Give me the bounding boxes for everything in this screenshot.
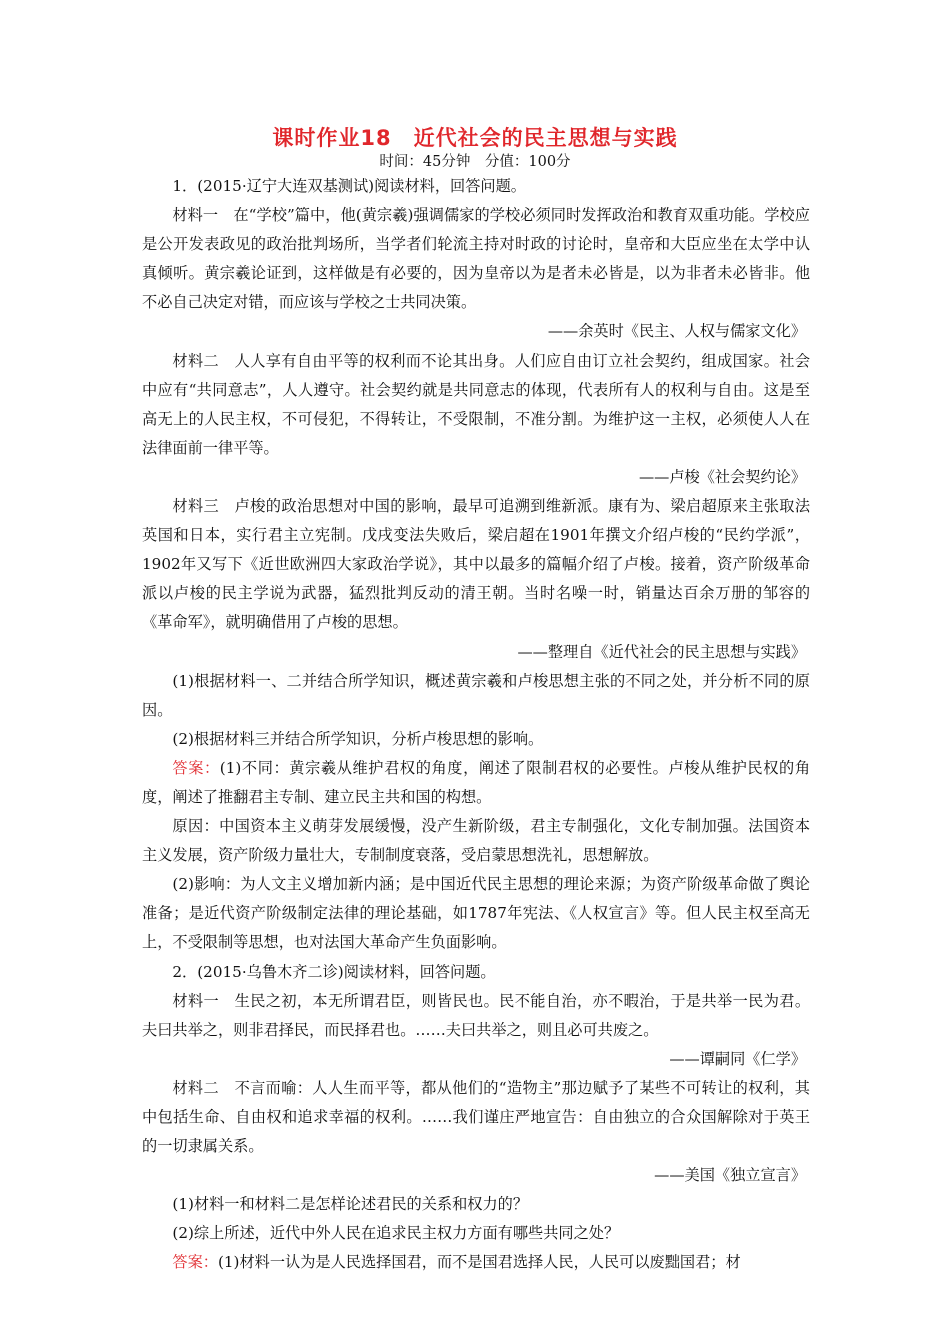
q1-material-3: 材料三 卢梭的政治思想对中国的影响，最早可追溯到维新派。康有为、梁启超原来主张取法英国和日本，实行君主立宪制。戊戌变法失败后，梁启超在1901年撰文介绍卢梭的“民约学派”，1902年又写下《近世欧洲四大家政治学说》，其中以最多的篇幅介绍了卢梭。接着，资产阶级革命派以卢梭的民主学说为武器，猛烈批判反动的清王朝。当时名噪一时，销量达百余万册的邹容的《革命军》，就明确借用了卢梭的思想。	[142, 497, 810, 632]
answer-label: 答案：	[172, 758, 220, 777]
q1-subquestion-1: (1)根据材料一、二并结合所学知识，概述黄宗羲和卢梭思想主张的不同之处，并分析不同的原因。	[142, 671, 810, 719]
q1-answer-2: (2)影响：为人文主义增加新内涵；是中国近代民主思想的理论来源；为资产阶级革命做了舆论准备；是近代资产阶级制定法律的理论基础，如1787年宪法、《人权宣言》等。但人民主权至高无上，不受限制等思想，也对法国大革命产生负面影响。	[142, 875, 810, 952]
time-score-info: 时间：45分钟 分值：100分	[379, 154, 571, 170]
question-2-stem: 2．(2015·乌鲁木齐二诊)阅读材料，回答问题。	[172, 962, 496, 981]
q2-subquestion-1: (1)材料一和材料二是怎样论述君民的关系和权力的？	[172, 1195, 529, 1214]
q1-material-2: 材料二 人人享有自由平等的权利而不论其出身。人们应自由订立社会契约，组成国家。社会中应有“共同意志”，人人遵守。社会契约就是共同意志的体现，代表所有人的权利与自由。这是至高无上的人民主权，不可侵犯，不得转让，不受限制，不准分割。为维护这一主权，必须使人人在法律面前一律平等。	[142, 351, 810, 457]
q2-material-2-source: ——美国《独立宣言》	[654, 1166, 806, 1185]
q2-answer-1-text: (1)材料一认为是人民选择国君，而不是国君选择人民，人民可以废黜国君；材	[217, 1253, 741, 1272]
q1-material-2-source: ——卢梭《社会契约论》	[638, 467, 806, 486]
q2-material-2: 材料二 不言而喻：人人生而平等，都从他们的“造物主”那边赋予了某些不可转让的权利，其中包括生命、自由权和追求幸福的权利。……我们谨庄严地宣告：自由独立的合众国解除对于英王的一切隶属关系。	[142, 1078, 810, 1156]
q2-answer-1	[142, 1248, 810, 1277]
q1-answer-reason: 原因：中国资本主义萌芽发展缓慢，没产生新阶级，君主专制强化，文化专制加强。法国资本主义发展，资产阶级力量壮大，专制制度衰落，受启蒙思想洗礼，思想解放。	[142, 817, 810, 865]
q1-answer-1	[142, 754, 810, 812]
content-body	[142, 172, 810, 1278]
page-title: 课时作业18 近代社会的民主思想与实践	[272, 126, 678, 150]
q1-answer-1-text: (1)不同：黄宗羲从维护君权的角度，阐述了限制君权的必要性。卢梭从维护民权的角度，阐述了推翻君主专制、建立民主共和国的构想。	[142, 758, 811, 806]
q1-subquestion-2: (2)根据材料三并结合所学知识，分析卢梭思想的影响。	[172, 729, 544, 748]
answer-label: 答案：	[172, 1253, 218, 1272]
q1-material-1-source: ——余英时《民主、人权与儒家文化》	[547, 322, 806, 341]
q1-material-1: 材料一 在“学校”篇中，他(黄宗羲)强调儒家的学校必须同时发挥政治和教育双重功能。学校应是公开发表政见的政治批判场所，当学者们轮流主持对时政的讨论时，皇帝和大臣应坐在太学中认真倾听。黄宗羲论证到，这样做是有必要的，因为皇帝以为是者未必皆是，以为非者未必皆非。他不必自己决定对错，而应该与学校之士共同决策。	[142, 206, 810, 312]
q2-material-1-source: ——谭嗣同《仁学》	[669, 1049, 806, 1068]
question-1-stem: 1．(2015·辽宁大连双基测试)阅读材料，回答问题。	[172, 177, 526, 195]
q2-subquestion-2: (2)综上所述，近代中外人民在追求民主权力方面有哪些共同之处？	[172, 1224, 620, 1243]
q1-material-3-source: ——整理自《近代社会的民主思想与实践》	[517, 642, 806, 661]
q2-material-1: 材料一 生民之初，本无所谓君臣，则皆民也。民不能自治，亦不暇治，于是共举一民为君。夫曰共举之，则非君择民，而民择君也。……夫曰共举之，则且必可共废之。	[142, 991, 810, 1039]
